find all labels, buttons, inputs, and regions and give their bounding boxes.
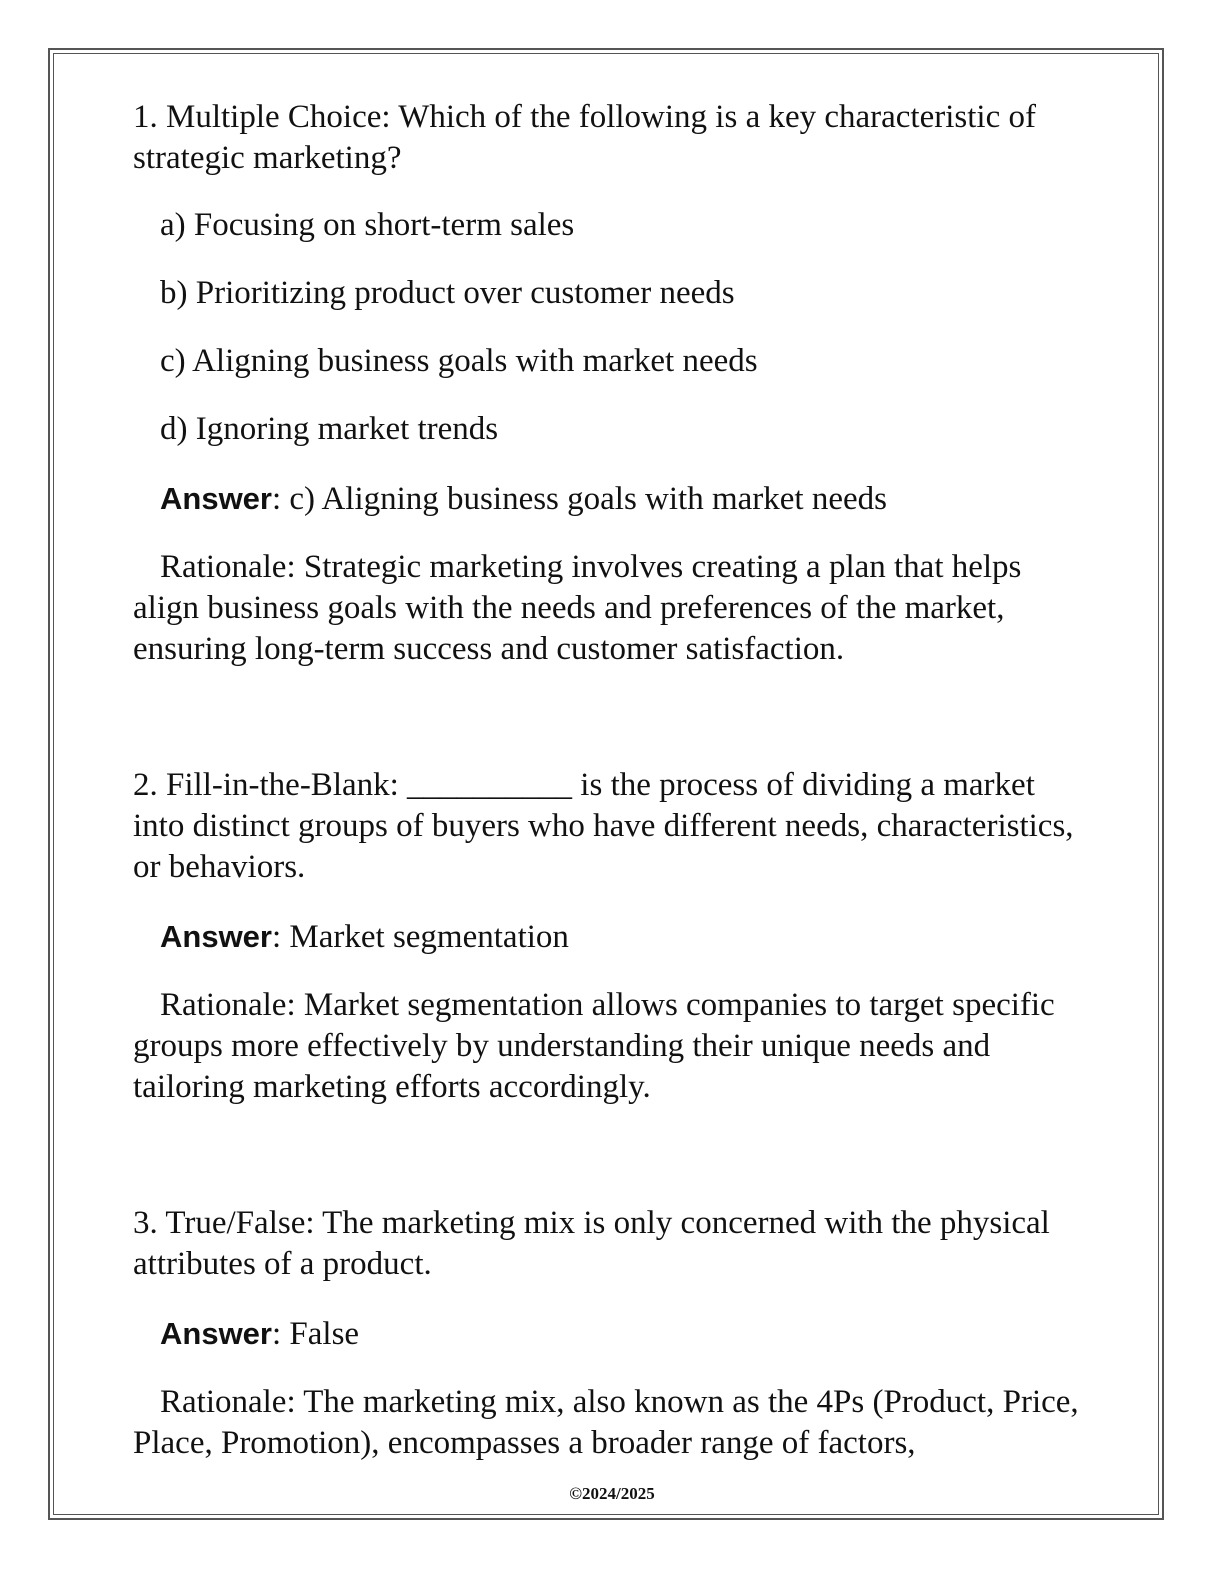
document-body	[133, 97, 1093, 1464]
question-1-option-c: c) Aligning business goals with market needs	[160, 343, 758, 379]
answer-label: Answer	[160, 481, 272, 516]
question-3-rationale: Rationale: The marketing mix, also known as the 4Ps (Product, Price, Place, Promotion), encompasses a broader range of factors,	[133, 1384, 1079, 1461]
answer-text: : Market segmentation	[271, 919, 569, 955]
answer-label: Answer	[160, 1316, 272, 1351]
question-2-answer	[133, 916, 1093, 958]
question-1-answer	[133, 478, 1093, 520]
question-1-option-b: b) Prioritizing product over customer needs	[160, 275, 735, 311]
question-2-prompt: 2. Fill-in-the-Blank: __________ is the process of dividing a market into distinct groups of buyers who have different needs, characteristics, or behaviors.	[133, 767, 1074, 885]
question-1-option-a: a) Focusing on short-term sales	[160, 207, 575, 243]
question-1-rationale: Rationale: Strategic marketing involves creating a plan that helps align business goals with the needs and preferences of the market, ensuring long-term success and customer satisfaction.	[133, 549, 1022, 667]
question-2-rationale: Rationale: Market segmentation allows companies to target specific groups more effectively by understanding their unique needs and tailoring marketing efforts accordingly.	[133, 987, 1055, 1105]
question-1-option-d: d) Ignoring market trends	[160, 411, 499, 447]
answer-text: : False	[271, 1316, 360, 1352]
answer-text: : c) Aligning business goals with market needs	[271, 481, 887, 517]
copyright-footer: ©2024/2025	[569, 1484, 655, 1503]
question-1-prompt: 1. Multiple Choice: Which of the following is a key characteristic of strategic marketing?	[133, 99, 1036, 176]
answer-label: Answer	[160, 919, 272, 954]
question-3-prompt: 3. True/False: The marketing mix is only concerned with the physical attributes of a product.	[133, 1205, 1050, 1282]
question-3-answer	[133, 1313, 1093, 1355]
